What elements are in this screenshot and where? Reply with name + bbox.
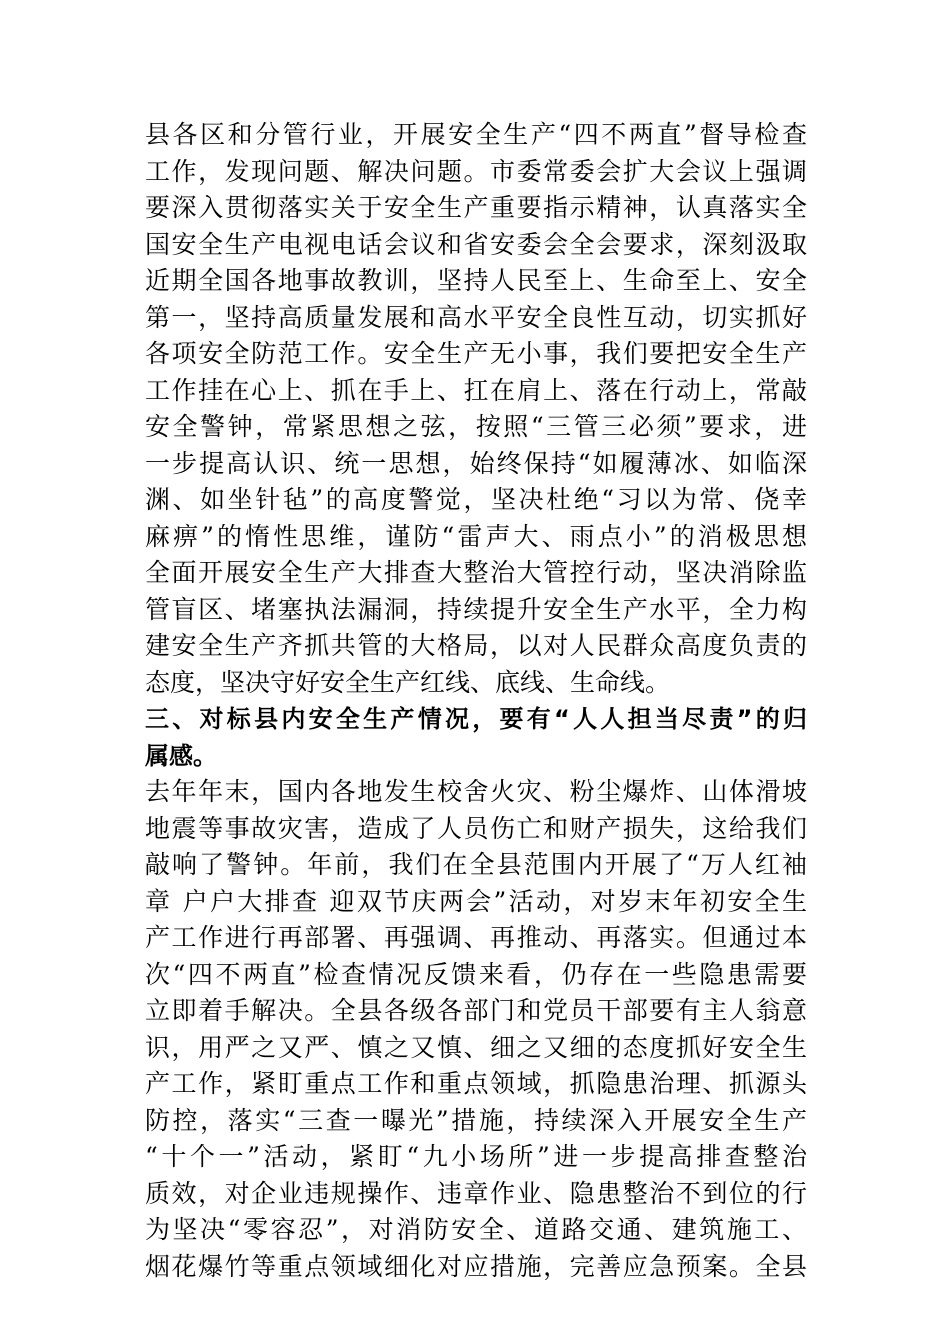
text-line: “十个一”活动，紧盯“九小场所”进一步提高排查整治 (145, 1142, 807, 1171)
text-line: 产工作进行再部署、再强调、再推动、再落实。但通过本 (145, 923, 807, 952)
text-line: 章 户户大排查 迎双节庆两会”活动，对岁末年初安全生 (145, 886, 807, 916)
text-line: 工作，发现问题、解决问题。市委常委会扩大会议上强调 (145, 156, 807, 186)
text-line: 建安全生产齐抓共管的大格局，以对人民群众高度负责的 (145, 631, 807, 660)
text-line: 为坚决“零容忍”，对消防安全、道路交通、建筑施工、 (145, 1215, 807, 1244)
text-line: 麻痹”的惰性思维，谨防“雷声大、雨点小”的消极思想 (145, 521, 807, 551)
text-line: 全面开展安全生产大排查大整治大管控行动，坚决消除监 (145, 558, 807, 587)
text-line: 近期全国各地事故教训，坚持人民至上、生命至上、安全 (145, 266, 807, 295)
text-line: 县各区和分管行业，开展安全生产“四不两直”督导检查 (145, 120, 807, 149)
text-line: 态度，坚决守好安全生产红线、底线、生命线。 (145, 667, 671, 697)
text-line: 地震等事故灾害，造成了人员伤亡和财产损失，这给我们 (145, 813, 807, 843)
text-line: 管盲区、堵塞执法漏洞，持续提升安全生产水平，全力构 (145, 594, 807, 624)
text-line: 各项安全防范工作。安全生产无小事，我们要把安全生产 (145, 339, 807, 368)
text-line: 质效，对企业违规操作、违章作业、隐患整治不到位的行 (145, 1178, 807, 1208)
text-line: 工作挂在心上、抓在手上、扛在肩上、落在行动上，常敲 (145, 375, 807, 405)
text-line: 次“四不两直”检查情况反馈来看，仍存在一些隐患需要 (145, 959, 807, 989)
text-line: 识，用严之又严、慎之又慎、细之又细的态度抓好安全生 (145, 1032, 807, 1062)
text-line: 立即着手解决。全县各级各部门和党员干部要有主人翁意 (145, 996, 807, 1025)
text-line: 敲响了警钟。年前，我们在全县范围内开展了“万人红袖 (145, 850, 807, 879)
text-line: 要深入贯彻落实关于安全生产重要指示精神，认真落实全 (145, 193, 807, 222)
text-line: 安全警钟，常紧思想之弦，按照“三管三必须”要求，进 (145, 412, 807, 441)
text-line: 一步提高认识、统一思想，始终保持“如履薄冰、如临深 (145, 448, 807, 478)
document-page (145, 117, 807, 1285)
text-line: 去年年末，国内各地发生校舍火灾、粉尘爆炸、山体滑坡 (145, 777, 807, 806)
text-line: 国安全生产电视电话会议和省安委会全会要求，深刻汲取 (145, 229, 807, 259)
text-line: 防控，落实“三查一曝光”措施，持续深入开展安全生产 (145, 1105, 807, 1135)
text-line: 渊、如坐针毡”的高度警觉，坚决杜绝“习以为常、侥幸 (145, 485, 807, 514)
text-line: 第一，坚持高质量发展和高水平安全良性互动，切实抓好 (145, 302, 807, 332)
section-heading: 属感。 (145, 741, 217, 770)
text-line: 烟花爆竹等重点领域细化对应措施，完善应急预案。全县 (145, 1251, 807, 1281)
text-line: 产工作，紧盯重点工作和重点领域，抓隐患治理、抓源头 (145, 1069, 807, 1098)
section-heading: 三、对标县内安全生产情况，要有“人人担当尽责”的归 (145, 705, 807, 733)
